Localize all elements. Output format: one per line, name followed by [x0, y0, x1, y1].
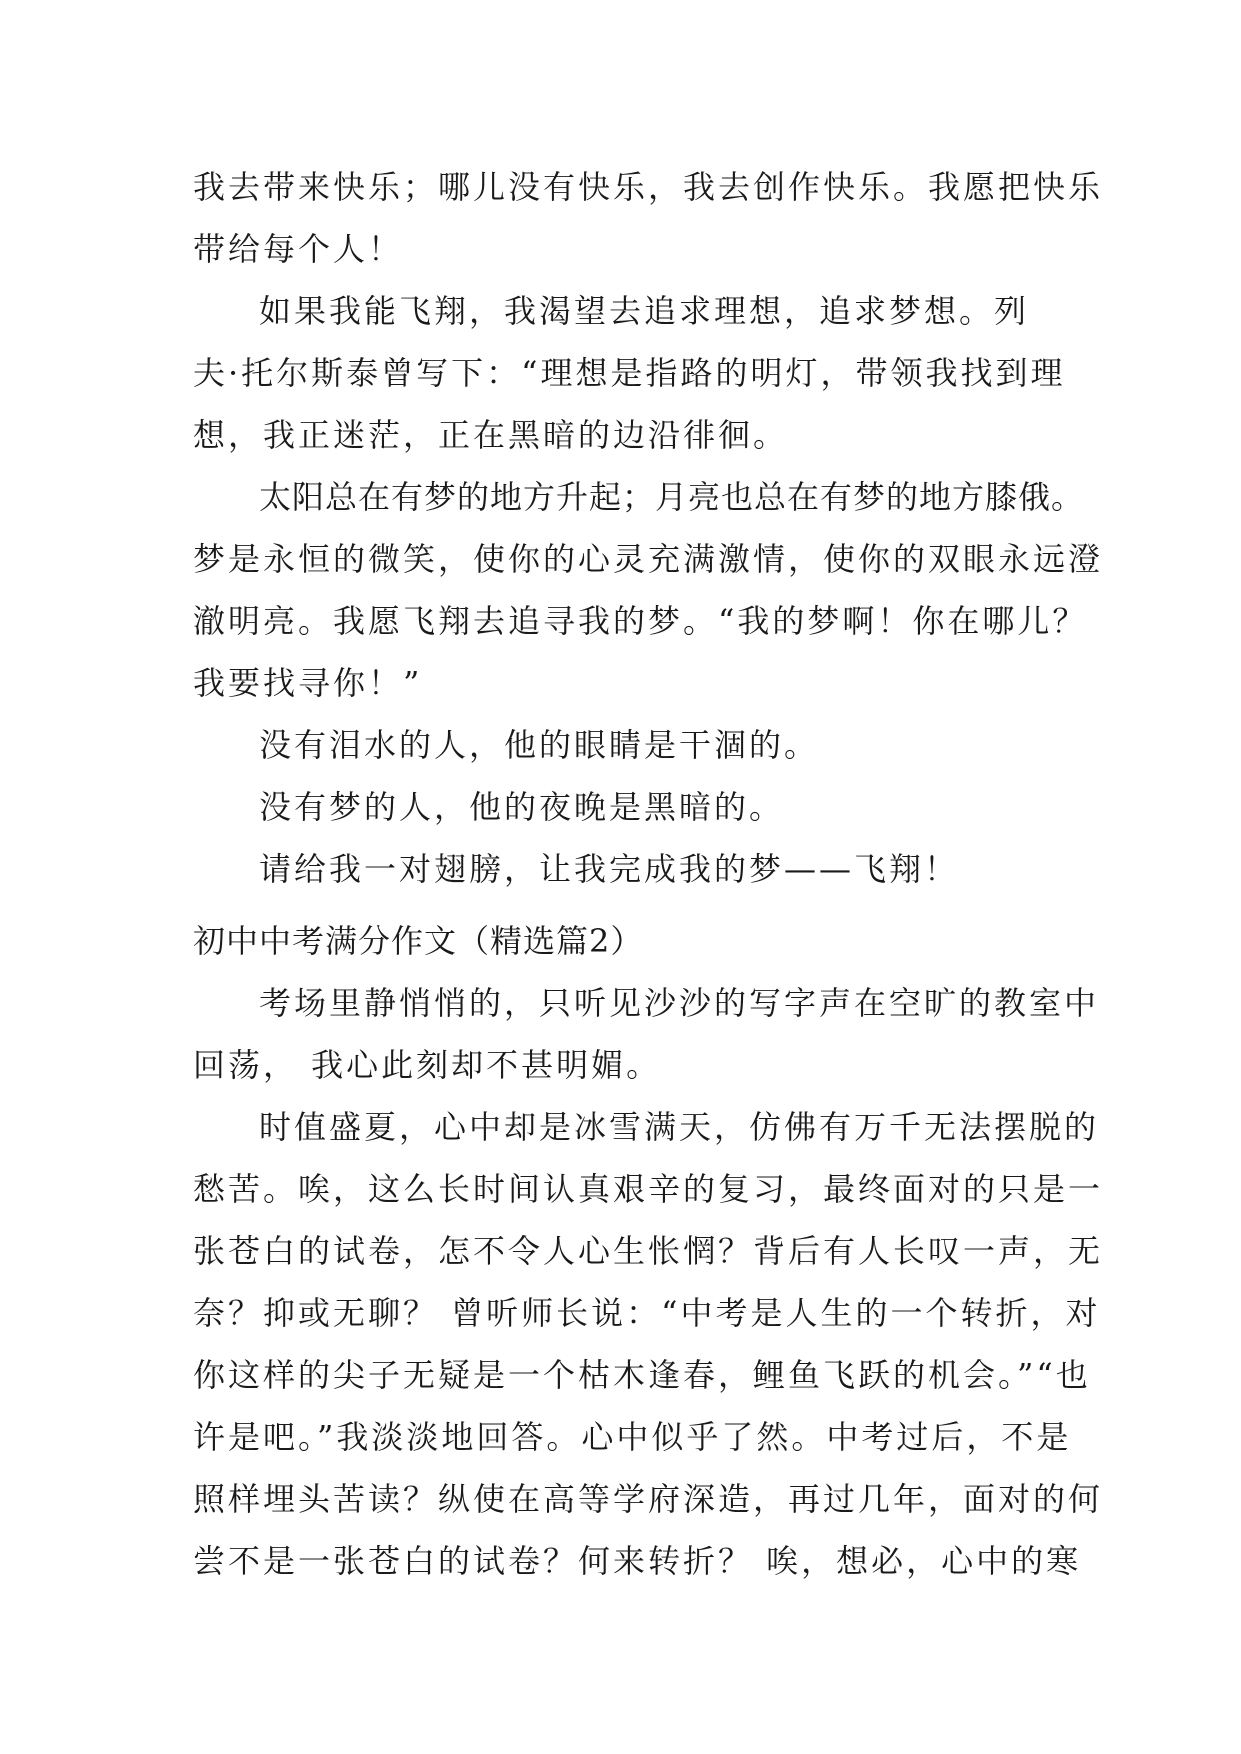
paragraph-line: 许是吧。”我淡淡地回答。心中似乎了然。中考过后，不是 — [193, 1418, 1072, 1456]
paragraph-line: 回荡， 我心此刻却不甚明媚。 — [193, 1046, 662, 1084]
paragraph-line: 你这样的尖子无疑是一个枯木逢春，鲤鱼飞跃的机会。”“也 — [193, 1356, 1091, 1394]
paragraph-line: 张苍白的试卷，怎不令人心生怅惘？背后有人长叹一声，无 — [193, 1232, 1104, 1270]
paragraph-line: 照样埋头苦读？纵使在高等学府深造，再过几年，面对的何 — [193, 1480, 1104, 1518]
paragraph-line: 考场里静悄悄的，只听见沙沙的写字声在空旷的教室中 — [259, 984, 1100, 1022]
essay-continuation — [193, 156, 1104, 900]
paragraph-line: 太阳总在有梦的地方升起；月亮也总在有梦的地方膝俄。 — [259, 478, 1085, 516]
paragraph-line: 梦是永恒的微笑，使你的心灵充满激情，使你的双眼永远澄 — [193, 540, 1104, 578]
paragraph-line: 带给每个人！ — [193, 230, 404, 268]
paragraph-line: 我去带来快乐；哪儿没有快乐，我去创作快乐。我愿把快乐 — [193, 168, 1104, 206]
paragraph-line: 没有泪水的人，他的眼睛是干涸的。 — [259, 726, 820, 764]
paragraph-line: 时值盛夏，心中却是冰雪满天，仿佛有万千无法摆脱的 — [259, 1108, 1100, 1146]
paragraph-line: 想，我正迷茫，正在黑暗的边沿徘徊。 — [193, 416, 789, 454]
paragraph-line: 没有梦的人，他的夜晚是黑暗的。 — [259, 788, 785, 826]
paragraph-line: 愁苦。唉，这么长时间认真艰辛的复习，最终面对的只是一 — [193, 1170, 1104, 1208]
section-title: 初中中考满分作文（精选篇2） — [193, 922, 644, 960]
paragraph-line: 奈？抑或无聊？ 曾听师长说：“中考是人生的一个转折，对 — [193, 1294, 1101, 1332]
section-heading — [193, 910, 1053, 972]
paragraph-line: 夫·托尔斯泰曾写下：“理想是指路的明灯，带领我找到理 — [193, 354, 1066, 392]
paragraph-line: 请给我一对翅膀，让我完成我的梦——飞翔！ — [259, 850, 960, 888]
paragraph-line: 澈明亮。我愿飞翔去追寻我的梦。“我的梦啊！你在哪儿？ — [193, 602, 1088, 640]
paragraph-line: 如果我能飞翔，我渴望去追求理想，追求梦想。列 — [259, 292, 1030, 330]
essay-body — [193, 972, 1104, 1592]
paragraph-line: 我要找寻你！” — [193, 664, 423, 702]
paragraph-line: 尝不是一张苍白的试卷？何来转折？ 唉，想必，心中的寒 — [193, 1542, 1082, 1580]
